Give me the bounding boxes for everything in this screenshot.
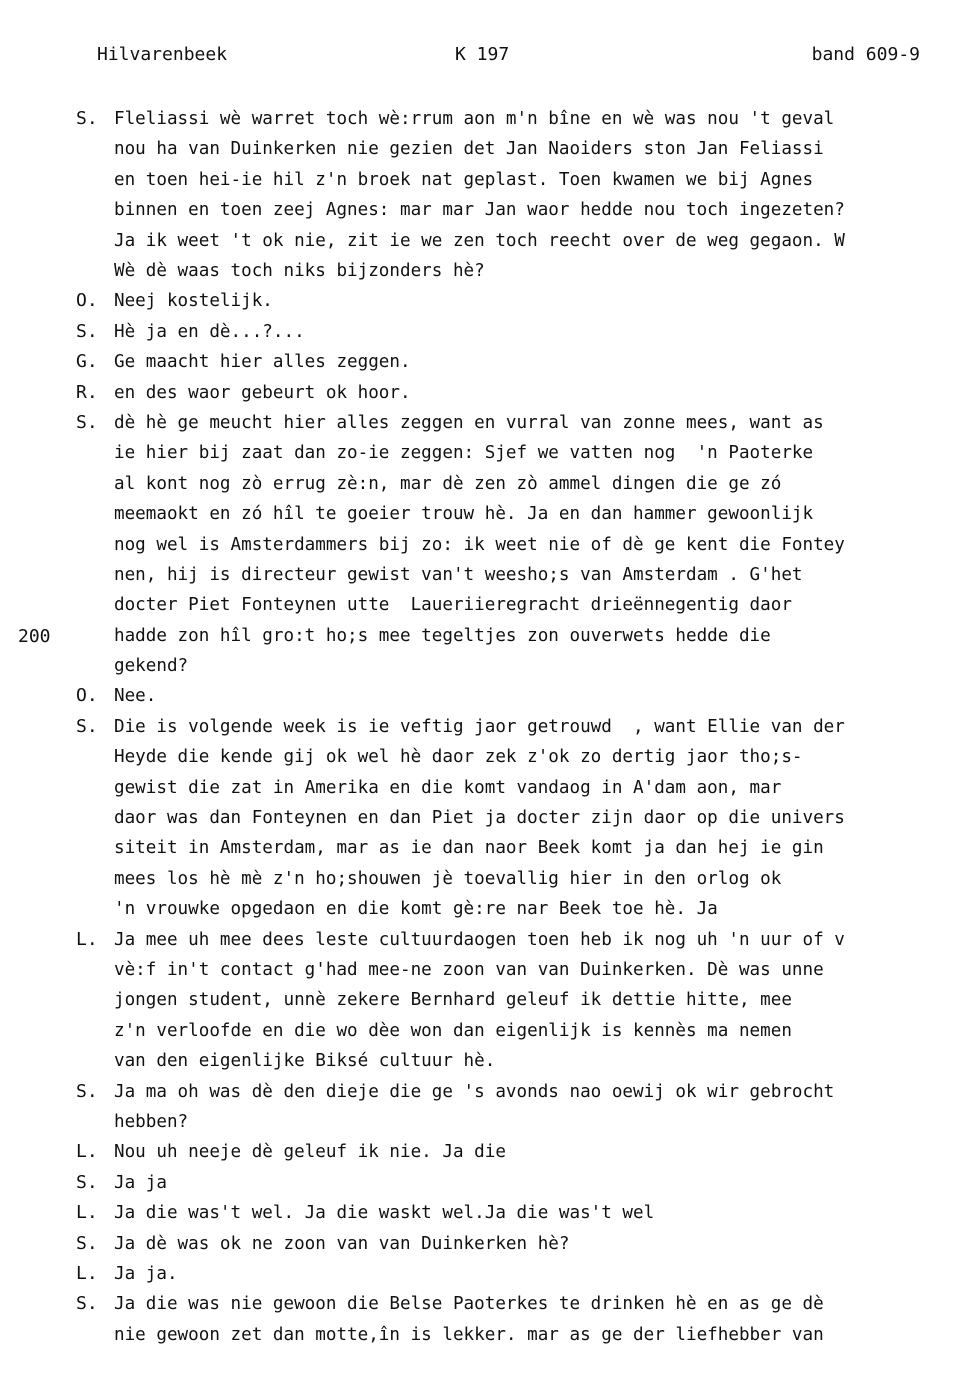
dialogue-turn xyxy=(76,286,966,316)
dialogue-turn xyxy=(76,104,966,286)
utterance xyxy=(114,286,966,316)
speaker-label: O. xyxy=(76,290,98,312)
text-line: Ja dè was ok ne zoon van van Duinkerken hè? xyxy=(114,1233,570,1254)
text-line: nen, hij is directeur gewist van't weesho;s van Amsterdam . G'het xyxy=(114,564,803,585)
utterance xyxy=(114,408,966,682)
text-line: Nee. xyxy=(114,686,157,707)
utterance xyxy=(114,925,966,1077)
text-line: Ja ma oh was dè den dieje die ge 's avonds nao oewij ok wir gebrocht xyxy=(114,1081,835,1102)
dialogue-turn xyxy=(76,1168,966,1198)
dialogue-turn xyxy=(76,1137,966,1167)
text-line: daor was dan Fonteynen en dan Piet ja docter zijn daor op die univers xyxy=(114,808,845,829)
text-line: Nou uh neeje dè geleuf ik nie. Ja die xyxy=(114,1142,506,1163)
text-line: nou ha van Duinkerken nie gezien det Jan Naoiders ston Jan Feliassi xyxy=(114,139,824,160)
utterance xyxy=(114,1289,966,1350)
utterance xyxy=(114,1198,966,1228)
text-line: en des waor gebeurt ok hoor. xyxy=(114,382,411,403)
speaker-label: S. xyxy=(76,1171,98,1193)
dialogue-turn xyxy=(76,1198,966,1228)
text-line: Ja ja. xyxy=(114,1263,178,1284)
text-line: Die is volgende week is ie veftig jaor getrouwd , want Ellie van der xyxy=(114,716,845,737)
speaker-label: L. xyxy=(76,1202,98,1224)
speaker-label: S. xyxy=(76,108,98,129)
text-line: ie hier bij zaat dan zo-ie zeggen: Sjef we vatten nog 'n Paoterke xyxy=(114,443,814,464)
dialogue-turn xyxy=(76,317,966,347)
text-line: Ja mee uh mee dees leste cultuurdaogen toen heb ik nog uh 'n uur of v xyxy=(114,929,845,950)
speaker-label: S. xyxy=(76,1293,98,1315)
dialogue-turn xyxy=(76,1077,966,1138)
band-number: band 609-9 xyxy=(811,44,920,65)
utterance xyxy=(114,317,966,347)
text-line: jongen student, unnè zekere Bernhard geleuf ik dettie hitte, mee xyxy=(114,990,792,1011)
text-line: Ja die was't wel. Ja die waskt wel.Ja die was't wel xyxy=(114,1203,655,1224)
dialogue-turn xyxy=(76,712,966,925)
speaker-label: S. xyxy=(76,320,98,342)
utterance xyxy=(114,104,966,286)
text-line: Ge maacht hier alles zeggen. xyxy=(114,352,411,373)
speaker-label: L. xyxy=(76,1262,98,1284)
dialogue-turn xyxy=(76,1229,966,1259)
speaker-label: R. xyxy=(76,381,98,403)
text-line: Ja die was nie gewoon die Belse Paoterkes te drinken hè en as ge dè xyxy=(114,1294,824,1315)
text-line: 'n vrouwke opgedaon en die komt gè:re nar Beek toe hè. Ja xyxy=(114,899,718,920)
text-line: Hè ja en dè...?... xyxy=(114,321,305,342)
text-line: vè:f in't contact g'had mee-ne zoon van van Duinkerken. Dè was unne xyxy=(114,960,824,981)
text-line: binnen en toen zeej Agnes: mar mar Jan waor hedde nou toch ingezeten? xyxy=(114,200,845,221)
text-line: nie gewoon zet dan motte,în is lekker. mar as ge der liefhebber van xyxy=(114,1324,824,1345)
utterance xyxy=(114,1077,966,1138)
speaker-label: S. xyxy=(76,1232,98,1254)
text-line: Wè dè waas toch niks bijzonders hè? xyxy=(114,260,485,281)
dialogue-turn xyxy=(76,347,966,377)
text-line: Neej kostelijk. xyxy=(114,291,273,312)
speaker-label: L. xyxy=(76,928,98,950)
dialogue-turn xyxy=(76,681,966,711)
text-line: mees los hè mè z'n ho;shouwen jè toevallig hier in den orlog ok xyxy=(114,868,782,889)
utterance xyxy=(114,1168,966,1198)
text-line: van den eigenlijke Biksé cultuur hè. xyxy=(114,1051,496,1072)
text-line: z'n verloofde en die wo dèe won dan eigenlijk is kennès ma nemen xyxy=(114,1020,792,1041)
text-line: nog wel is Amsterdammers bij zo: ik weet nie of dè ge kent die Fontey xyxy=(114,534,845,555)
text-line: hebben? xyxy=(114,1111,189,1132)
text-line: Heyde die kende gij ok wel hè daor zek z'ok zo dertig jaor tho;s- xyxy=(114,747,803,768)
utterance xyxy=(114,681,966,711)
utterance xyxy=(114,712,966,925)
text-line: hadde zon hîl gro:t ho;s mee tegeltjes zon ouverwets hedde die xyxy=(114,625,771,646)
speaker-label: S. xyxy=(76,715,98,737)
speaker-label: L. xyxy=(76,1141,98,1163)
page-header xyxy=(0,44,973,74)
text-line: siteit in Amsterdam, mar as ie dan naor Beek komt ja dan hej ie gin xyxy=(114,838,824,859)
speaker-label: S. xyxy=(76,411,98,433)
speaker-label: S. xyxy=(76,1080,98,1102)
document-code: K 197 xyxy=(455,44,510,65)
utterance xyxy=(114,1137,966,1167)
text-line: Ja ja xyxy=(114,1172,167,1193)
place-name: Hilvarenbeek xyxy=(97,44,228,65)
dialogue-turn xyxy=(76,408,966,682)
text-line: gekend? xyxy=(114,656,189,677)
text-line: docter Piet Fonteynen utte Laueriieregracht drieënnegentig daor xyxy=(114,595,792,616)
utterance xyxy=(114,378,966,408)
dialogue-turn xyxy=(76,1259,966,1289)
text-line: en toen hei-ie hil z'n broek nat geplast. Toen kwamen we bij Agnes xyxy=(114,169,814,190)
dialogue-turn xyxy=(76,925,966,1077)
text-line: al kont nog zò errug zè:n, mar dè zen zò ammel dingen die ge zó xyxy=(114,473,782,494)
margin-line-number: 200 xyxy=(18,626,51,647)
transcript-body xyxy=(76,104,966,1350)
text-line: meemaokt en zó hîl te goeier trouw hè. Ja en dan hammer gewoonlijk xyxy=(114,504,814,525)
text-line: dè hè ge meucht hier alles zeggen en vurral van zonne mees, want as xyxy=(114,412,824,433)
dialogue-turn xyxy=(76,378,966,408)
utterance xyxy=(114,347,966,377)
utterance xyxy=(114,1259,966,1289)
speaker-label: G. xyxy=(76,351,98,373)
text-line: Fleliassi wè warret toch wè:rrum aon m'n bîne en wè was nou 't geval xyxy=(114,109,835,129)
speaker-label: O. xyxy=(76,685,98,707)
dialogue-turn xyxy=(76,1289,966,1350)
text-line: Ja ik weet 't ok nie, zit ie we zen toch reecht over de weg gegaon. W xyxy=(114,230,845,251)
utterance xyxy=(114,1229,966,1259)
text-line: gewist die zat in Amerika en die komt vandaog in A'dam aon, mar xyxy=(114,777,782,798)
